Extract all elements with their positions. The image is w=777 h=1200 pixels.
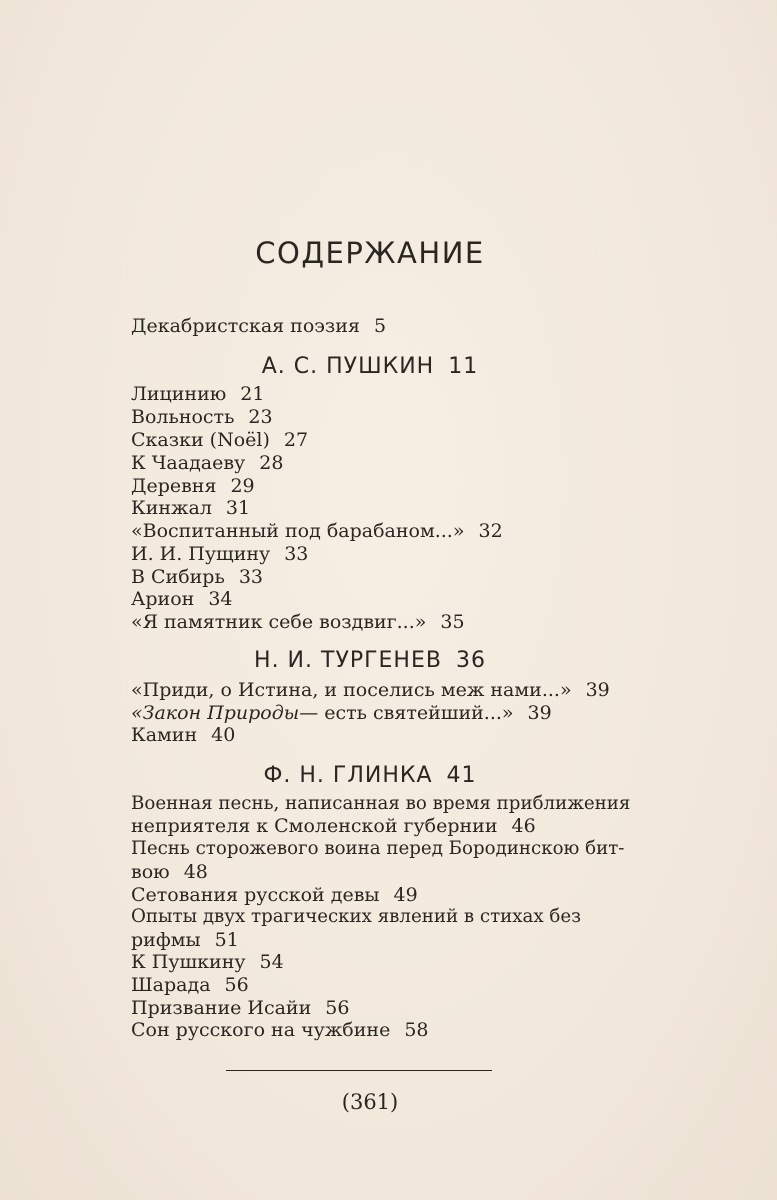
entry-page: 32 [478,520,503,542]
entry-page: 39 [585,679,610,701]
entry-title: И. И. Пущину [131,543,271,565]
entry-title-rest: — есть святейший...» [299,702,514,724]
entry-page: 56 [224,974,249,996]
entry-page: 27 [283,429,309,451]
section-title: Ф. Н. ГЛИНКА [263,763,433,788]
entry-title: Призвание Исайи [131,997,312,1019]
entry-page: 23 [248,406,273,428]
entry-title: «Приди, о Истина, и поселись меж нами...» [131,679,572,701]
entry-page: 34 [208,588,233,610]
toc-entry [131,951,284,973]
toc-entry [131,724,235,746]
entry-page: 21 [240,383,265,405]
entry-title: Вольность [131,406,235,428]
toc-entry [131,315,386,337]
entry-title: К Чаадаеву [131,452,246,474]
entry-title: К Пушкину [131,951,246,973]
toc-entry [131,884,418,906]
entry-page: 56 [325,997,350,1019]
entry-title: Лицинию [131,383,227,405]
entry-title: Сетования русской девы [131,884,380,906]
entry-page: 35 [440,611,465,633]
toc-entry-line: Военная песнь, написанная во время приближения [131,793,631,814]
toc-entry [131,611,465,633]
section-title: Н. И. ТУРГЕНЕВ [254,648,442,673]
section-heading-pushkin [0,354,740,379]
entry-page: 40 [211,724,236,746]
entry-title: Декабристская поэзия [131,315,360,337]
section-page: 41 [446,763,477,788]
entry-page: 48 [183,861,208,883]
toc-entry [131,1019,429,1041]
entry-page: 58 [404,1019,429,1041]
entry-title: Арион [131,588,195,610]
entry-title: Шарада [131,974,211,996]
entry-title-italic: «Закон Природы [131,702,300,724]
toc-entry [131,406,273,428]
entry-title: «Воспитанный под барабаном...» [131,520,465,542]
entry-title: вою [131,861,170,883]
page-number: (361) [341,1090,399,1114]
toc-entry [131,566,263,588]
entry-page: 5 [373,315,387,337]
toc-entry [131,588,233,610]
entry-title: В Сибирь [131,566,225,588]
section-page: 36 [455,648,486,673]
footer-rule [226,1070,492,1071]
toc-entry [131,497,250,519]
entry-page: 51 [214,929,239,951]
entry-page: 39 [527,702,552,724]
entry-title: «Я памятник себе воздвиг...» [131,611,427,633]
entry-page: 28 [259,452,284,474]
entry-title: рифмы [131,929,201,951]
toc-entry [131,383,264,405]
section-heading-turgenev [0,648,740,673]
entry-page: 46 [511,815,536,837]
toc-entry [131,861,208,883]
toc-entry [131,815,536,837]
toc-entry-line: Опыты двух трагических явлений в стихах без [131,906,582,927]
toc-entry [131,997,349,1019]
entry-page: 29 [230,475,255,497]
entry-title: Камин [131,724,198,746]
toc-entry [131,520,503,542]
section-title: А. С. ПУШКИН [261,354,435,379]
toc-entry [131,974,249,996]
entry-title: неприятеля к Смоленской губернии [131,815,498,837]
entry-page: 33 [238,566,263,588]
toc-entry [131,679,610,701]
toc-entry [131,929,239,951]
toc-entry-line: Песнь сторожевого воина перед Бородинскою бит- [131,838,625,859]
entry-page: 31 [225,497,251,519]
entry-page: 49 [393,884,418,906]
entry-title: Сказки (Noёl) [131,429,270,451]
toc-entry [131,543,308,565]
toc-entry [131,475,255,497]
entry-title: Кинжал [131,497,212,519]
entry-page: 54 [259,951,284,973]
toc-entry [131,702,552,724]
entry-title: Деревня [131,475,217,497]
toc-entry [131,429,308,451]
toc-entry [131,452,283,474]
entry-title: Сон русского на чужбине [131,1019,391,1041]
section-heading-glinka [0,763,740,788]
page-title: СОДЕРЖАНИЕ [255,236,485,270]
entry-page: 33 [284,543,309,565]
section-page: 11 [448,354,479,379]
